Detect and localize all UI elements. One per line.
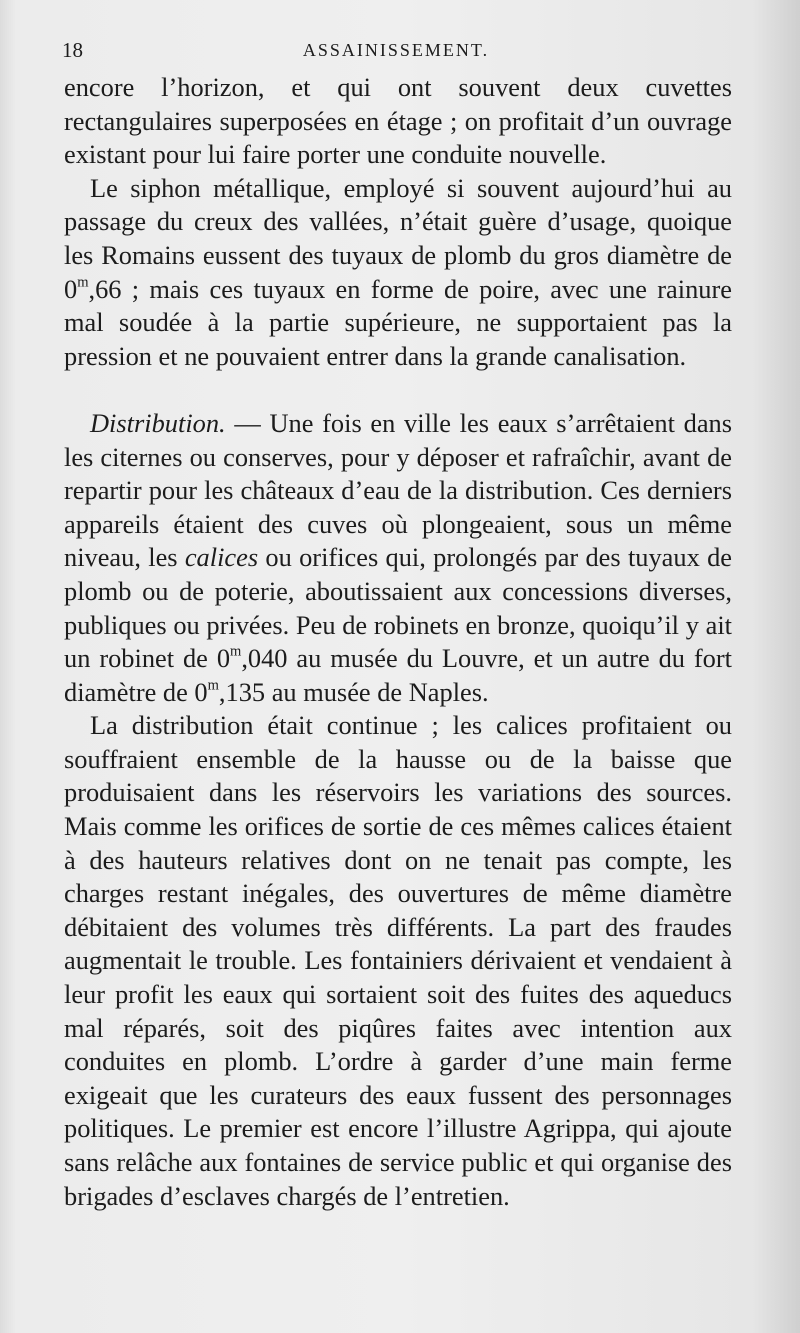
section-title: Distribution. (90, 407, 226, 438)
unit-superscript: m (230, 643, 242, 660)
text-run: ou orifices qui, prolongés par des tuyaux de plomb ou de poterie, aboutissaient aux concessions diverses, publiques ou privées. Peu de robinets en bronze, quoiqu’il y ait un robinet de 0 (64, 542, 732, 674)
text-run: ,135 au musée de Naples. (218, 676, 489, 707)
body-text (64, 71, 732, 1213)
paragraph-continuous-distribution: La distribution était continue ; les calices profitaient ou souffraient ensemble de la hausse ou de la baisse que produisaient dans les réservoirs les variations des sources. Mais comme les orifices de sortie de ces mêmes calices étaient à des hauteurs relatives dont on ne tenait pas compte, les charges restant inégales, des ouvertures de même diamètre débitaient des volumes très différents. La part des fraudes augmentait le trouble. Les fontainiers dérivaient et vendaient à leur profit les eaux qui sortaient soit des fuites des aqueducs mal réparés, soit des piqûres faites avec intention aux conduites en plomb. L’ordre à garder d’une main ferme exigeait que les curateurs des eaux fussent des personnages politiques. Le premier est encore l’illustre Agrippa, qui ajoute sans relâche aux fontaines de service public et qui organise des brigades d’esclaves chargés de l’entretien. (64, 710, 732, 1211)
paragraph-siphon (64, 172, 732, 374)
page-header (62, 38, 730, 64)
unit-superscript: m (77, 273, 89, 290)
paragraph-distribution (64, 407, 732, 709)
text-run: ,66 ; mais ces tuyaux en forme de poire, avec une rainure mal soudée à la partie supérieure, ne supportaient pas la pression et ne pouvaient entrer dans la grande canalisation. (64, 273, 732, 371)
text-run: ,040 au musée du Louvre, et un autre du fort diamètre de 0 (64, 643, 732, 707)
text-run: — Une fois en ville les eaux s’arrêtaient dans les citernes ou conserves, pour y déposer et rafraîchir, avant de repartir pour les châteaux d’eau de la distribution. Ces derniers appareils étaient des cuves où plongeaient, sous un même niveau, les (64, 407, 732, 573)
unit-superscript: m (207, 677, 219, 694)
page-number: 18 (62, 38, 83, 62)
paragraph-continuation: encore l’horizon, et qui ont souvent deux cuvettes rectangulaires superposées en étage ; on profitait d’un ouvrage existant pour lui faire porter une conduite nouvelle. (64, 72, 732, 170)
text-run: Le siphon métallique, employé si souvent aujourd’hui au passage du creux des vallées, n’était guère d’usage, quoique les Romains eussent des tuyaux de plomb du gros diamètre de 0 (64, 172, 732, 304)
italic-term: calices (184, 542, 259, 573)
running-head: ASSAINISSEMENT. (302, 40, 490, 60)
